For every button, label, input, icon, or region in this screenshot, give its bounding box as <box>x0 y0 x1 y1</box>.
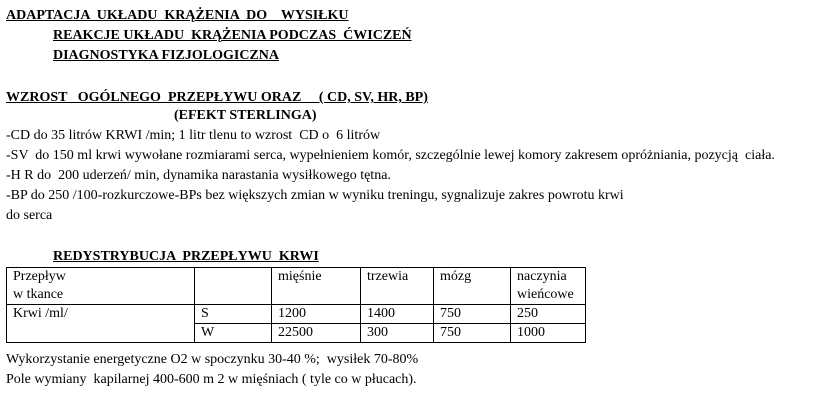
cell-condition-exercise: W <box>195 324 272 343</box>
text-line-cd: -CD do 35 litrów KRWI /min; 1 litr tlenu to wzrost CD o 6 litrów <box>6 128 381 143</box>
section-subheading-sterling: (EFEKT STERLINGA) <box>174 108 317 123</box>
subtitle-cardiovascular-reactions: REAKCJE UKŁADU KRĄŻENIA PODCZAS ĆWICZEŃ <box>53 28 412 43</box>
cell-coronary-exercise: 1000 <box>511 324 586 343</box>
document-title: ADAPTACJA UKŁADU KRĄŻENIA DO WYSIŁKU <box>6 8 349 23</box>
table-row <box>7 305 586 324</box>
cell-muscles-rest: 1200 <box>272 305 361 324</box>
header-cell-muscles: mięśnie <box>272 268 361 305</box>
cell-viscera-exercise: 300 <box>361 324 434 343</box>
text-line-bp: -BP do 250 /100-rozkurczowe-BPs bez większych zmian w wyniku treningu, sygnalizuje zakres powrotu krwi <box>6 188 624 203</box>
cell-condition-rest: S <box>195 305 272 324</box>
footer-line-capillary: Pole wymiany kapilarnej 400-600 m 2 w mięśniach ( tyle co w płucach). <box>6 372 417 387</box>
table-header-row <box>7 268 586 305</box>
text-line-bp-cont: do serca <box>6 208 53 223</box>
cell-muscles-exercise: 22500 <box>272 324 361 343</box>
row-label-blood: Krwi /ml/ <box>7 305 195 343</box>
header-cell-coronary: naczynia wieńcowe <box>511 268 586 305</box>
footer-line-oxygen: Wykorzystanie energetyczne O2 w spoczynku 30-40 %; wysiłek 70-80% <box>6 352 419 367</box>
text-line-hr: -H R do 200 uderzeń/ min, dynamika narastania wysiłkowego tętna. <box>6 168 391 183</box>
cell-brain-rest: 750 <box>434 305 511 324</box>
blood-flow-table <box>6 267 586 343</box>
section-heading-flow-increase: WZROST OGÓLNEGO PRZEPŁYWU ORAZ ( CD, SV, HR, BP) <box>6 90 428 105</box>
section-heading-redistribution: REDYSTRYBUCJA PRZEPŁYWU KRWI <box>53 249 319 264</box>
subtitle-physiological-diagnostics: DIAGNOSTYKA FIZJOLOGICZNA <box>53 48 279 63</box>
cell-viscera-rest: 1400 <box>361 305 434 324</box>
text-line-sv: -SV do 150 ml krwi wywołane rozmiarami serca, wypełnieniem komór, szczególnie lewej komory zakresem opróżniania, pozycją ciała. <box>6 148 775 163</box>
cell-brain-exercise: 750 <box>434 324 511 343</box>
header-cell-brain: mózg <box>434 268 511 305</box>
header-cell-empty <box>195 268 272 305</box>
header-cell-viscera: trzewia <box>361 268 434 305</box>
cell-coronary-rest: 250 <box>511 305 586 324</box>
header-cell-tissue-flow: Przepływ w tkance <box>7 268 195 305</box>
